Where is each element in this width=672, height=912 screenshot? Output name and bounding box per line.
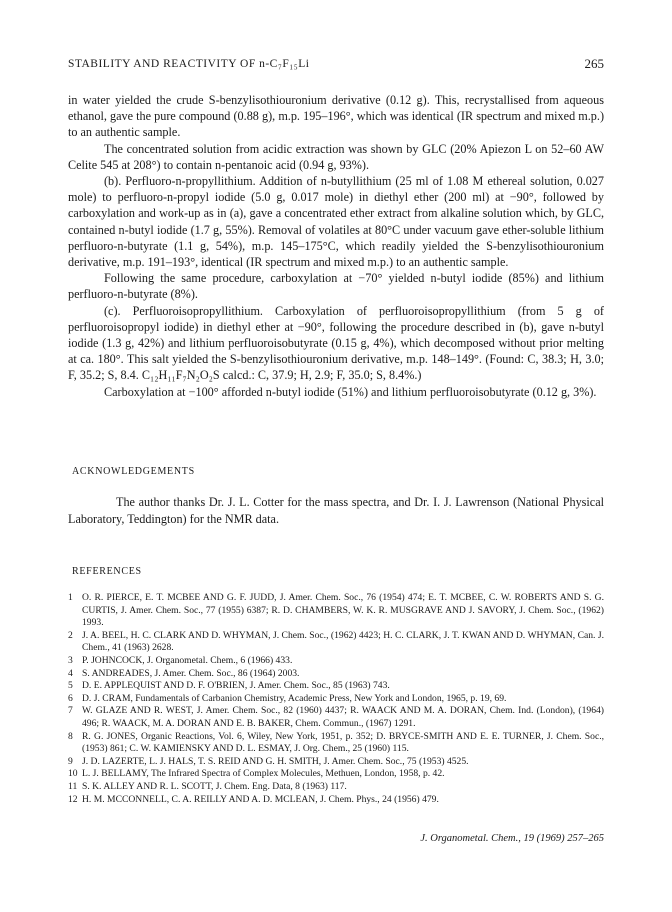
reference-item	[68, 693, 604, 706]
reference-text: J. A. BEEL, H. C. CLARK AND D. WHYMAN, J. Chem. Soc., (1962) 4423; H. C. CLARK, J. T. KWAN AND D. WHYMAN, Can. J. Chem., 41 (1963) 2628.	[82, 629, 604, 654]
reference-item	[68, 655, 604, 668]
reference-number: 11	[68, 780, 78, 792]
reference-number: 10	[68, 768, 78, 780]
paragraph-perfluoroisopropyllithium: (c). Perfluoroisopropyllithium. Carboxylation of perfluoroisopropyllithium (from 5 g of perfluoroisopropyl iodide) in diethyl ether at −90°, following the procedure described in (b), gave n-butyl iodide (1.3 g, 42%) and lithium perfluoroisobutyrate (0.15 g, 4%), which decomposed without prior melting at ca. 180°. This salt yielded the S-benzylisothiouronium derivative, m.p. 148–149°. (Found: C, 38.3; H, 3.0; F, 35.2; S, 8.4. C₁₂H₁₁F₇N₂O₂S calcd.: C, 37.9; H, 2.9; F, 35.0; S, 8.4%.)	[68, 303, 604, 383]
reference-text: H. M. MCCONNELL, C. A. REILLY AND A. D. MCLEAN, J. Chem. Phys., 24 (1956) 479.	[82, 793, 439, 805]
paragraph-acid-extraction: The concentrated solution from acidic extraction was shown by GLC (20% Apiezon L on 52–60 AW Celite 545 at 208°) to contain n-pentanoic acid (0.94 g, 93%).	[68, 141, 604, 172]
reference-text: D. E. APPLEQUIST AND D. F. O'BRIEN, J. Amer. Chem. Soc., 85 (1963) 743.	[82, 680, 390, 692]
reference-text: W. GLAZE AND R. WEST, J. Amer. Chem. Soc., 82 (1960) 4437; R. WAACK AND M. A. DORAN, Chem. Ind. (London), (1964) 496; R. WAACK, M. A. DORAN AND E. B. BAKER, Chem. Commun., (1967) 1291.	[82, 705, 604, 729]
acknowledgements-heading: ACKNOWLEDGEMENTS	[72, 466, 195, 477]
page-header	[68, 56, 604, 76]
reference-number: 2	[68, 629, 73, 641]
reference-text: L. J. BELLAMY, The Infrared Spectra of Complex Molecules, Methuen, London, 1958, p. 42.	[82, 768, 445, 780]
experimental-text	[68, 92, 604, 400]
paragraph-continuation: in water yielded the crude S-benzylisothiouronium derivative (0.12 g). This, recrystallised from aqueous ethanol, gave the pure compound (0.88 g), m.p. 195–196°, which was identical (IR spectrum and mixed m.p.) to an authentic sample.	[68, 93, 604, 140]
page-number: 265	[584, 56, 604, 71]
reference-number: 1	[68, 592, 73, 603]
reference-item	[68, 731, 604, 756]
reference-text: D. J. CRAM, Fundamentals of Carbanion Chemistry, Academic Press, New York and London, 1965, p. 19, 69.	[82, 692, 507, 704]
paragraph-carboxylation-70: Following the same procedure, carboxylation at −70° yielded n-butyl iodide (85%) and lithium perfluoro-n-butyrate (8%).	[68, 271, 604, 302]
reference-text: S. K. ALLEY AND R. L. SCOTT, J. Chem. Eng. Data, 8 (1963) 117.	[82, 780, 347, 792]
reference-item	[68, 592, 604, 630]
reference-text: S. ANDREADES, J. Amer. Chem. Soc., 86 (1964) 2003.	[82, 667, 300, 679]
reference-text: P. JOHNCOCK, J. Organometal. Chem., 6 (1966) 433.	[82, 654, 293, 666]
reference-number: 7	[68, 705, 73, 717]
reference-item	[68, 705, 604, 730]
reference-number: 9	[68, 755, 73, 767]
acknowledgements-text: The author thanks Dr. J. L. Cotter for the mass spectra, and Dr. I. J. Lawrenson (National Physical Laboratory, Teddington) for the NMR data.	[68, 495, 604, 526]
reference-number: 5	[68, 680, 73, 692]
reference-item	[68, 768, 604, 781]
reference-number: 4	[68, 667, 73, 679]
reference-number: 12	[68, 793, 78, 805]
reference-item	[68, 781, 604, 794]
paragraph-perfluoropropyllithium: (b). Perfluoro-n-propyllithium. Addition of n-butyllithium (25 ml of 1.08 M ethereal solution, 0.027 mole) to perfluoro-n-propyl iodide (5.0 g, 0.017 mole) in diethyl ether (200 ml) at −90°, followed by carboxylation and work-up as in (a), gave a concentrated ether extract from alkaline solution which, by GLC, contained n-butyl iodide (1.7 g, 55%). Removal of volatiles at 80°C under vacuum gave ether-soluble lithium perfluoro-n-butyrate (1.1 g, 54%), m.p. 145–175°C, which readily yielded the S-benzylisothiouronium derivative, m.p. 191–193°, identical (IR spectrum and mixed m.p.) to an authentic sample.	[68, 174, 604, 270]
running-head: STABILITY AND REACTIVITY OF n-C₇F₁₅Li	[68, 58, 310, 70]
reference-item	[68, 680, 604, 693]
reference-number: 8	[68, 730, 73, 742]
journal-citation: J. Organometal. Chem., 19 (1969) 257–265	[420, 833, 604, 844]
reference-item	[68, 794, 604, 807]
reference-list	[68, 592, 604, 806]
reference-text: J. D. LAZERTE, L. J. HALS, T. S. REID AND G. H. SMITH, J. Amer. Chem. Soc., 75 (1953) 4525.	[82, 755, 469, 767]
reference-text: O. R. PIERCE, E. T. MCBEE AND G. F. JUDD, J. Amer. Chem. Soc., 76 (1954) 474; E. T. MCBEE, C. W. ROBERTS AND S. G. CURTIS, J. Amer. Chem. Soc., 77 (1955) 6387; R. D. CHAMBERS, W. K. R. MUSGRAVE AND J. SAVORY, J. Chem. Soc., (1962) 1993.	[82, 592, 604, 629]
references-heading: REFERENCES	[72, 566, 142, 577]
paragraph-carboxylation-100: Carboxylation at −100° afforded n-butyl iodide (51%) and lithium perfluoroisobutyrate (0.12 g, 3%).	[104, 384, 597, 399]
reference-item	[68, 668, 604, 681]
reference-number: 6	[68, 692, 73, 704]
reference-item	[68, 756, 604, 769]
reference-number: 3	[68, 654, 73, 666]
reference-text: R. G. JONES, Organic Reactions, Vol. 6, Wiley, New York, 1951, p. 352; D. BRYCE-SMITH AND E. E. TURNER, J. Chem. Soc., (1953) 861; C. W. KAMIENSKY AND D. L. ESMAY, J. Org. Chem., 25 (1960) 115.	[82, 730, 604, 755]
reference-item	[68, 630, 604, 655]
